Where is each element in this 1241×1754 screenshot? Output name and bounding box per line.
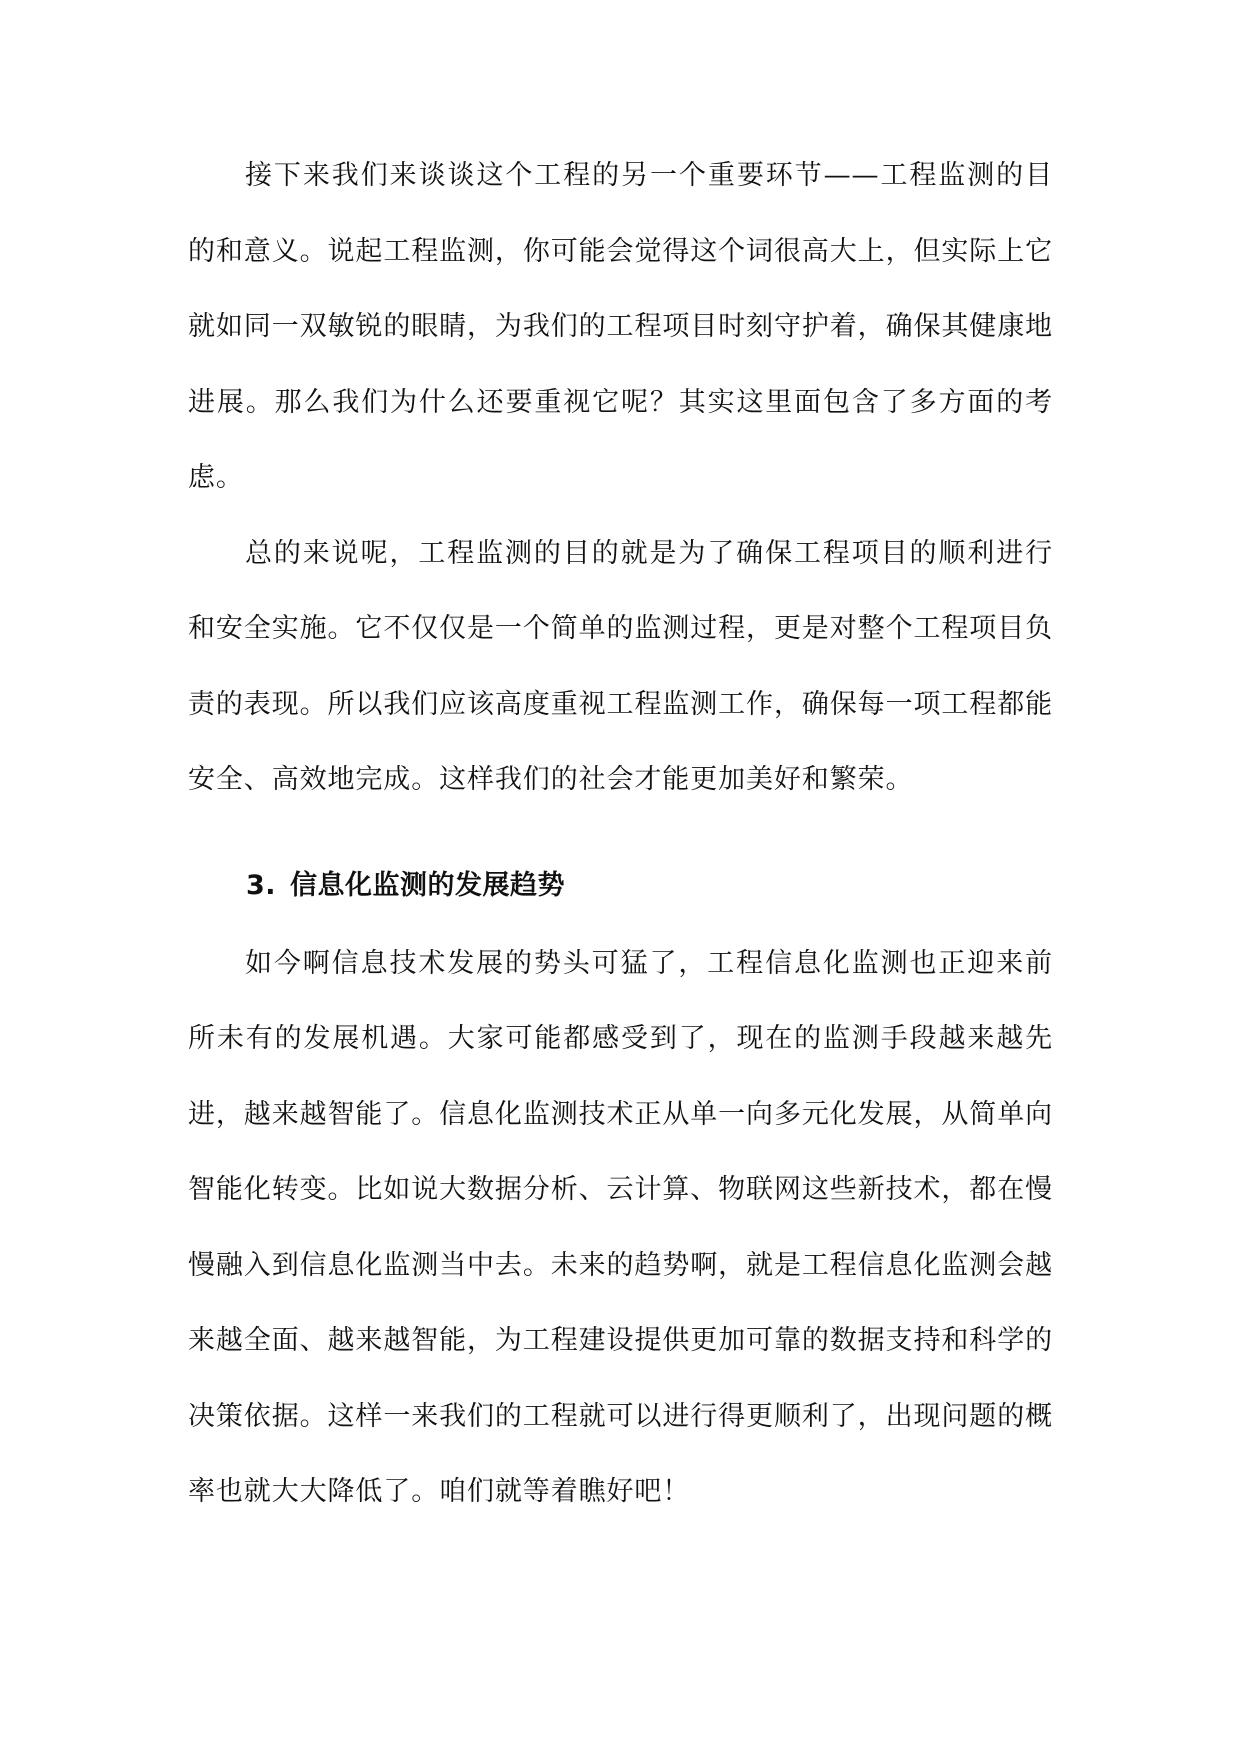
document-body <box>188 138 1053 1530</box>
paragraph-monitoring-summary: 总的来说呢，工程监测的目的就是为了确保工程项目的顺利进行和安全实施。它不仅仅是一个简单的监测过程，更是对整个工程项目负责的表现。所以我们应该高度重视工程监测工作，确保每一项工程都能安全、高效地完成。这样我们的社会才能更加美好和繁荣。 <box>188 537 1053 795</box>
section-title: 信息化监测的发展趋势 <box>290 869 566 901</box>
section-heading <box>188 846 1053 926</box>
paragraph-monitoring-purpose: 接下来我们来谈谈这个工程的另一个重要环节——工程监测的目的和意义。说起工程监测，你可能会觉得这个词很高大上，但实际上它就如同一双敏锐的眼睛，为我们的工程项目时刻守护着，确保其健康地进展。那么我们为什么还要重视它呢？其实这里面包含了多方面的考虑。 <box>188 160 1053 493</box>
paragraph-development-trend: 如今啊信息技术发展的势头可猛了，工程信息化监测也正迎来前所未有的发展机遇。大家可能都感受到了，现在的监测手段越来越先进，越来越智能了。信息化监测技术正从单一向多元化发展，从简单向智能化转变。比如说大数据分析、云计算、物联网这些新技术，都在慢慢融入到信息化监测当中去。未来的趋势啊，就是工程信息化监测会越来越全面、越来越智能，为工程建设提供更加可靠的数据支持和科学的决策依据。这样一来我们的工程就可以进行得更顺利了，出现问题的概率也就大大降低了。咱们就等着瞧好吧！ <box>188 947 1053 1507</box>
section-number: 3. <box>246 869 277 901</box>
